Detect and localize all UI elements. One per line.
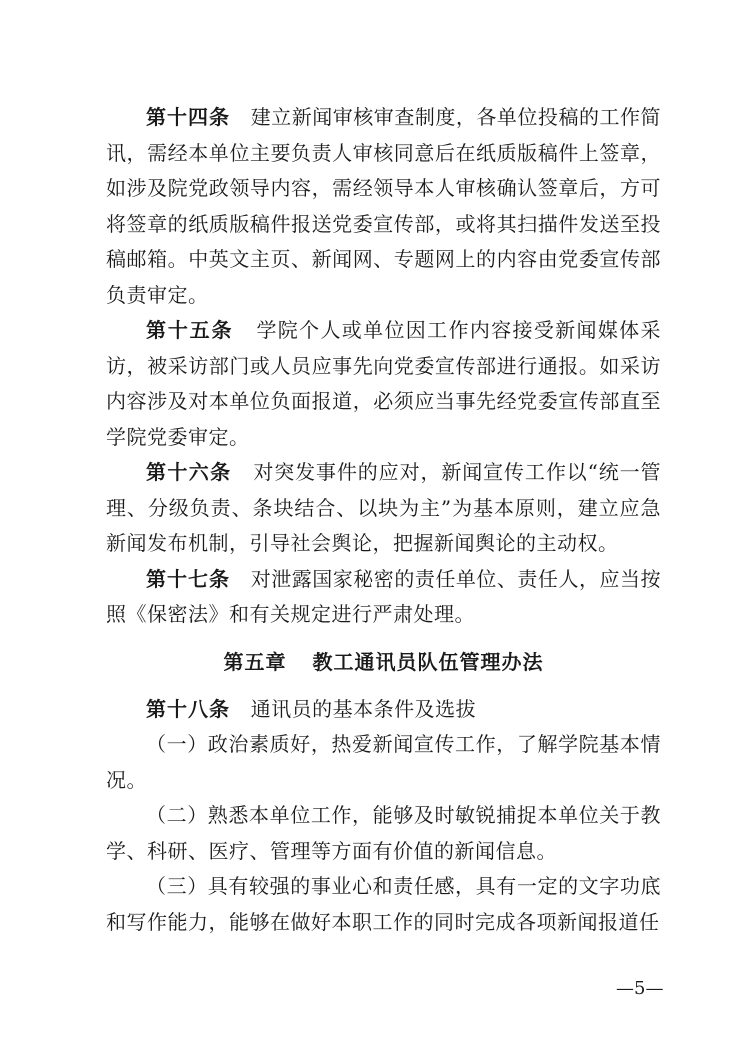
chapter-title: 教工通讯员队伍管理办法 xyxy=(312,649,544,674)
article-17 xyxy=(106,562,661,633)
article-text: 建立新闻审核审查制度，各单位投稿的工作简讯，需经本单位主要负责人审核同意后在纸质版稿件上签章，如涉及院党政领导内容，需经领导本人审核确认签章后，方可将签章的纸质版稿件报送党委宣传部，或将其扫描件发送至投稿邮箱。中英文主页、新闻网、专题网上的内容由党委宣传部负责审定。 xyxy=(106,105,662,307)
document-page xyxy=(106,100,661,940)
chapter-number: 第五章 xyxy=(223,649,287,674)
article-text: 学院个人或单位因工作内容接受新闻媒体采访，被采访部门或人员应事先向党委宣传部进行通报。如采访内容涉及对本单位负面报道，必须应当事先经党委宣传部直至学院党委审定。 xyxy=(106,318,662,449)
article-14 xyxy=(106,100,661,313)
article-label: 第十五条 xyxy=(146,318,234,342)
list-item: （三）具有较强的事业心和责任感，具有一定的文字功底和写作能力，能够在做好本职工作的同时完成各项新闻报道任 xyxy=(106,874,661,934)
list-item: （一）政治素质好，热爱新闻宣传工作，了解学院基本情况。 xyxy=(106,732,661,792)
article-text: 对突发事件的应对，新闻宣传工作以“统一管理、分级负责、条块结合、以块为主”为基本原则，建立应急新闻发布机制，引导社会舆论，把握新闻舆论的主动权。 xyxy=(106,460,661,555)
article-label: 第十七条 xyxy=(146,566,231,591)
article-label: 第十四条 xyxy=(146,105,231,129)
article-text: 对泄露国家秘密的责任单位、责任人，应当按照《保密法》和有关规定进行严肃处理。 xyxy=(106,566,662,626)
article-label: 第十八条 xyxy=(146,696,230,721)
article-label: 第十六条 xyxy=(146,460,232,484)
list-item: （二）熟悉本单位工作，能够及时敏锐捕捉本单位关于教学、科研、医疗、管理等方面有价值的新闻信息。 xyxy=(106,803,661,863)
article-18 xyxy=(106,692,661,728)
article-text: 通讯员的基本条件及选拔 xyxy=(250,696,477,721)
chapter-heading xyxy=(106,645,661,680)
article-15 xyxy=(106,313,661,455)
article-16 xyxy=(106,455,661,562)
page-number: —5— xyxy=(616,978,664,999)
